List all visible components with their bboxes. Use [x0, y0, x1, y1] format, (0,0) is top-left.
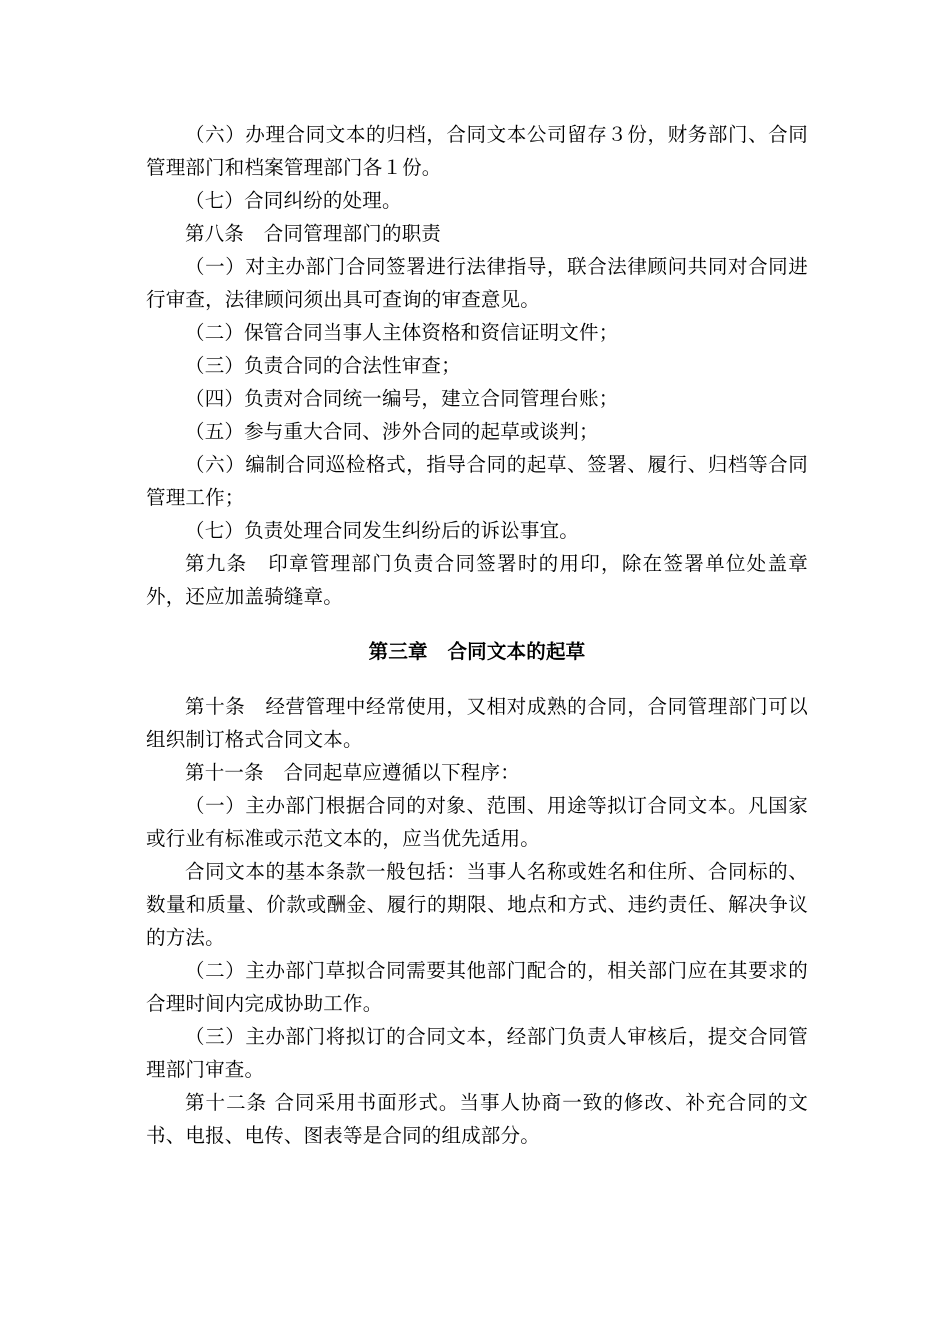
paragraph: （四）负责对合同统一编号，建立合同管理台账； [185, 387, 619, 410]
document-body [146, 118, 808, 1152]
paragraph: （二）保管合同当事人主体资格和资信证明文件； [185, 321, 619, 344]
paragraph: （七）负责处理合同发生纠纷后的诉讼事宜。 [185, 519, 580, 542]
paragraph: 第十一条 合同起草应遵循以下程序： [185, 761, 520, 784]
paragraph: 第十二条 合同采用书面形式。当事人协商一致的修改、补充合同的文书、电报、电传、图表等是合同的组成部分。 [146, 1091, 808, 1147]
paragraph: （五）参与重大合同、涉外合同的起草或谈判； [185, 420, 599, 443]
paragraph: （一）对主办部门合同签署进行法律指导，联合法律顾问共同对合同进行审查，法律顾问须出具可查询的审查意见。 [146, 255, 808, 311]
paragraph: （六）办理合同文本的归档，合同文本公司留存３份，财务部门、合同管理部门和档案管理部门各１份。 [146, 123, 808, 179]
paragraph: 合同文本的基本条款一般包括：当事人名称或姓名和住所、合同标的、数量和质量、价款或酬金、履行的期限、地点和方式、违约责任、解决争议的方法。 [146, 860, 808, 949]
paragraph: 第十条 经营管理中经常使用，又相对成熟的合同，合同管理部门可以组织制订格式合同文本。 [146, 695, 808, 751]
paragraph: （三）负责合同的合法性审查； [185, 354, 461, 377]
paragraph: （一）主办部门根据合同的对象、范围、用途等拟订合同文本。凡国家或行业有标准或示范文本的，应当优先适用。 [146, 794, 808, 850]
paragraph: （三）主办部门将拟订的合同文本，经部门负责人审核后，提交合同管理部门审查。 [146, 1025, 808, 1081]
paragraph: （六）编制合同巡检格式，指导合同的起草、签署、履行、归档等合同管理工作； [146, 453, 808, 509]
article-heading: 第八条 合同管理部门的职责 [185, 222, 442, 245]
paragraph: （二）主办部门草拟合同需要其他部门配合的，相关部门应在其要求的合理时间内完成协助工作。 [146, 959, 808, 1015]
chapter-title: 第三章 合同文本的起草 [368, 640, 586, 663]
paragraph: 第九条 印章管理部门负责合同签署时的用印，除在签署单位处盖章外，还应加盖骑缝章。 [146, 552, 808, 608]
paragraph: （七）合同纠纷的处理。 [185, 189, 402, 212]
